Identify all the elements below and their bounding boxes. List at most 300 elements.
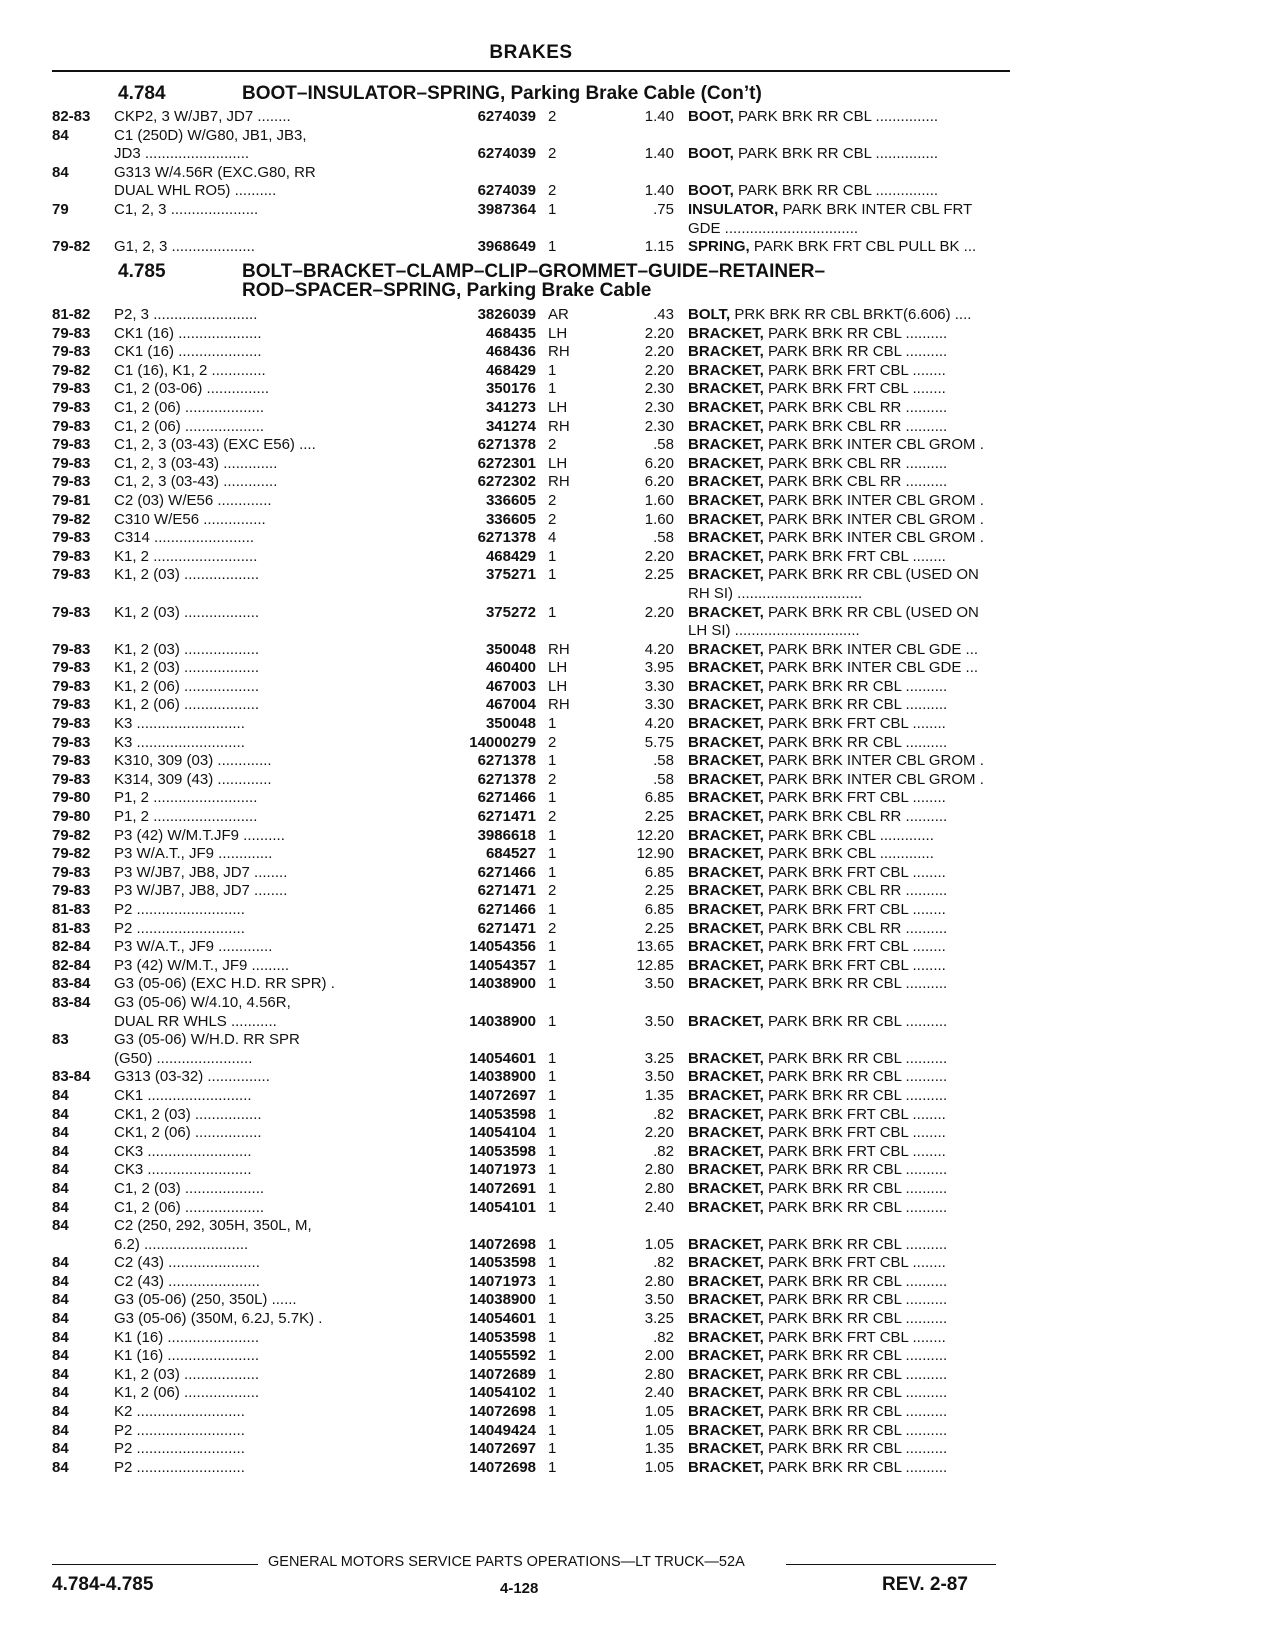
application: K1 (16) ...................... xyxy=(114,1347,260,1365)
year-range: 84 xyxy=(52,1254,69,1272)
table-row xyxy=(52,566,1010,585)
part-number: 14053598 xyxy=(469,1328,536,1346)
description xyxy=(688,920,1010,939)
price: 2.25 xyxy=(644,808,674,826)
part-name: BRACKET, xyxy=(688,1105,764,1123)
price: 2.25 xyxy=(644,882,674,900)
part-detail: PARK BRK RR CBL .......... xyxy=(763,1384,948,1402)
part-number: 350048 xyxy=(485,715,536,733)
part-detail: PARK BRK INTER CBL GROM . xyxy=(763,491,984,509)
year-range: 84 xyxy=(52,126,69,144)
part-detail: PARK BRK RR CBL .......... xyxy=(763,1198,948,1216)
application: P2 .......................... xyxy=(114,901,245,918)
application: G313 (03-32) ............... xyxy=(114,1068,270,1086)
part-name: BRACKET, xyxy=(688,343,764,361)
part-detail: PARK BRK RR CBL .......... xyxy=(763,1310,948,1328)
part-detail: PARK BRK RR CBL .......... xyxy=(763,1440,948,1458)
table-row xyxy=(52,734,1010,753)
part-name: BRACKET, xyxy=(688,659,764,677)
part-number: 14049424 xyxy=(469,1421,536,1439)
part-number: 3986618 xyxy=(477,826,536,844)
part-number: 14072698 xyxy=(469,1403,536,1421)
year-range: 83 xyxy=(52,1031,69,1049)
table-row xyxy=(52,1068,1010,1087)
part-number: 6271378 xyxy=(477,770,536,788)
part-number: 14053598 xyxy=(469,1254,536,1272)
description xyxy=(688,436,1010,455)
application: JD3 ......................... xyxy=(114,145,250,163)
part-number: 468435 xyxy=(485,324,536,342)
description xyxy=(688,418,1010,437)
description xyxy=(688,1180,1010,1199)
part-number: 14071973 xyxy=(469,1272,536,1290)
part-detail: PARK BRK FRT CBL ........ xyxy=(763,863,946,881)
part-name: BRACKET, xyxy=(688,863,764,881)
price: 2.20 xyxy=(644,547,674,565)
description xyxy=(688,1329,1010,1348)
part-name: BRACKET, xyxy=(688,938,764,956)
quantity: 1 xyxy=(548,200,557,218)
part-detail: PARK BRK RR CBL .......... xyxy=(763,1347,948,1365)
price: 2.80 xyxy=(644,1161,674,1179)
header-rule xyxy=(52,70,1010,72)
year-range: 79-83 xyxy=(52,380,91,398)
description xyxy=(688,1291,1010,1310)
quantity: 1 xyxy=(548,1347,557,1365)
section-name: ROD–SPACER–SPRING, Parking Brake Cable xyxy=(242,280,652,301)
part-detail: PARK BRK FRT CBL ........ xyxy=(763,1142,946,1160)
part-name: BRACKET, xyxy=(688,566,764,584)
table-row xyxy=(52,752,1010,771)
quantity: 1 xyxy=(548,1403,557,1421)
table-row xyxy=(52,511,1010,530)
part-name: BRACKET, xyxy=(688,1440,764,1458)
year-range: 83-84 xyxy=(52,975,91,993)
application: K3 .......................... xyxy=(114,733,245,751)
part-name: BRACKET, xyxy=(688,1068,764,1086)
part-detail: PARK BRK RR CBL .......... xyxy=(763,343,948,361)
description xyxy=(688,145,1010,164)
part-number: 14053598 xyxy=(469,1142,536,1160)
part-number: 6271471 xyxy=(477,882,536,900)
quantity: 1 xyxy=(548,1086,557,1104)
part-number: 6271378 xyxy=(477,436,536,454)
application: P2, 3 ......................... xyxy=(114,306,258,323)
application: C1 (16), K1, 2 ............. xyxy=(114,361,266,379)
quantity: 1 xyxy=(548,1161,557,1179)
price: 1.60 xyxy=(644,491,674,509)
part-name: BRACKET, xyxy=(688,1384,764,1402)
quantity: 2 xyxy=(548,491,557,509)
table-row xyxy=(52,1217,1010,1236)
part-name: BRACKET, xyxy=(688,1421,764,1439)
description xyxy=(688,1310,1010,1329)
part-detail: PARK BRK RR CBL .......... xyxy=(763,677,948,695)
quantity: 1 xyxy=(548,1142,557,1160)
part-detail: PARK BRK FRT CBL ........ xyxy=(763,380,946,398)
part-detail: PARK BRK FRT CBL ........ xyxy=(763,938,946,956)
description xyxy=(688,108,1010,127)
table-row xyxy=(52,238,1010,257)
quantity: 1 xyxy=(548,1012,557,1030)
part-number: 6271466 xyxy=(477,863,536,881)
description xyxy=(688,641,1010,660)
application: CK1, 2 (06) ................ xyxy=(114,1124,262,1142)
price: 12.85 xyxy=(636,956,674,974)
description xyxy=(688,455,1010,474)
quantity: RH xyxy=(548,473,570,491)
price: 1.05 xyxy=(644,1421,674,1439)
year-range: 84 xyxy=(52,1291,69,1309)
part-name: BRACKET, xyxy=(688,547,764,565)
part-detail: PARK BRK CBL RR .......... xyxy=(763,808,948,826)
price: 1.05 xyxy=(644,1235,674,1253)
price: .82 xyxy=(653,1105,674,1123)
description xyxy=(688,1161,1010,1180)
part-number: 341274 xyxy=(485,417,536,435)
table-row xyxy=(52,994,1010,1013)
part-number: 14072689 xyxy=(469,1365,536,1383)
price: 2.25 xyxy=(644,566,674,584)
application: 6.2) ......................... xyxy=(114,1235,249,1253)
part-name: BRACKET, xyxy=(688,733,764,751)
year-range: 84 xyxy=(52,1272,69,1290)
quantity: 1 xyxy=(548,863,557,881)
year-range: 79-83 xyxy=(52,696,91,714)
part-detail: PARK BRK INTER CBL GROM . xyxy=(763,770,984,788)
description xyxy=(688,1143,1010,1162)
application: C1, 2 (06) ................... xyxy=(114,1198,265,1216)
part-name: BRACKET, xyxy=(688,510,764,528)
quantity: 1 xyxy=(548,547,557,565)
part-number: 14072698 xyxy=(469,1235,536,1253)
part-number: 350048 xyxy=(485,640,536,658)
table-row xyxy=(52,920,1010,939)
part-number: 14072691 xyxy=(469,1179,536,1197)
part-name: BRACKET, xyxy=(688,808,764,826)
part-name: BRACKET, xyxy=(688,491,764,509)
part-detail: PARK BRK CBL RR .......... xyxy=(763,417,948,435)
table-row xyxy=(52,1161,1010,1180)
part-name: BRACKET, xyxy=(688,1291,764,1309)
table-row xyxy=(52,1273,1010,1292)
table-row xyxy=(52,436,1010,455)
application: CKP2, 3 W/JB7, JD7 ........ xyxy=(114,108,291,125)
description xyxy=(688,975,1010,994)
table-row xyxy=(52,1403,1010,1422)
part-number: 468429 xyxy=(485,547,536,565)
quantity: 1 xyxy=(548,566,557,584)
part-name: BRACKET, xyxy=(688,640,764,658)
application: K1, 2 (03) .................. xyxy=(114,659,260,677)
footer-rule xyxy=(52,1564,258,1565)
part-name: BRACKET, xyxy=(688,1272,764,1290)
page-number: 4-128 xyxy=(500,1580,539,1597)
price: 1.60 xyxy=(644,510,674,528)
table-row xyxy=(52,641,1010,660)
part-detail: RH SI) .............................. xyxy=(688,584,863,602)
part-name: BRACKET, xyxy=(688,1347,764,1365)
year-range: 79-83 xyxy=(52,473,91,491)
part-number: 460400 xyxy=(485,659,536,677)
year-range: 79-83 xyxy=(52,417,91,435)
application: CK3 ......................... xyxy=(114,1161,252,1179)
part-name: BRACKET, xyxy=(688,919,764,937)
quantity: 2 xyxy=(548,808,557,826)
part-detail: PARK BRK RR CBL .......... xyxy=(763,1272,948,1290)
price: .82 xyxy=(653,1254,674,1272)
part-number: 468436 xyxy=(485,343,536,361)
quantity: 1 xyxy=(548,1254,557,1272)
application: G3 (05-06) W/4.10, 4.56R, xyxy=(114,993,291,1011)
year-range: 84 xyxy=(52,1142,69,1160)
price: 6.20 xyxy=(644,454,674,472)
price: .82 xyxy=(653,1328,674,1346)
quantity: 1 xyxy=(548,1458,557,1476)
description xyxy=(688,1236,1010,1255)
quantity: 1 xyxy=(548,361,557,379)
application: C1, 2, 3 (03-43) ............. xyxy=(114,473,278,491)
description xyxy=(688,659,1010,678)
part-number: 350176 xyxy=(485,380,536,398)
table-row xyxy=(52,1291,1010,1310)
price: 1.35 xyxy=(644,1440,674,1458)
section-number: 4.784 xyxy=(118,83,166,104)
part-detail: PARK BRK FRT CBL ........ xyxy=(763,956,946,974)
description xyxy=(688,882,1010,901)
part-detail: PARK BRK RR CBL .......... xyxy=(763,696,948,714)
table-row xyxy=(52,1180,1010,1199)
table-row-continuation xyxy=(52,622,1010,641)
table-row xyxy=(52,975,1010,994)
quantity: LH xyxy=(548,324,568,342)
quantity: RH xyxy=(548,696,570,714)
part-number: 14054601 xyxy=(469,1310,536,1328)
part-number: 375272 xyxy=(485,603,536,621)
table-row xyxy=(52,362,1010,381)
part-name: BRACKET, xyxy=(688,882,764,900)
part-detail: PARK BRK RR CBL .......... xyxy=(763,1365,948,1383)
price: 2.40 xyxy=(644,1384,674,1402)
year-range: 84 xyxy=(52,1440,69,1458)
part-number: 14054601 xyxy=(469,1049,536,1067)
quantity: LH xyxy=(548,398,568,416)
price: .58 xyxy=(653,752,674,770)
price: 1.40 xyxy=(644,108,674,125)
part-number: 6274039 xyxy=(477,145,536,163)
price: 1.35 xyxy=(644,1086,674,1104)
application: G3 (05-06) W/H.D. RR SPR xyxy=(114,1031,300,1049)
part-number: 3987364 xyxy=(477,200,536,218)
table-row xyxy=(52,789,1010,808)
part-name: BOOT, xyxy=(688,145,734,163)
part-name: BRACKET, xyxy=(688,398,764,416)
part-name: BRACKET, xyxy=(688,1161,764,1179)
part-name: BRACKET, xyxy=(688,361,764,379)
description xyxy=(688,399,1010,418)
part-name: BRACKET, xyxy=(688,1365,764,1383)
quantity: 1 xyxy=(548,1272,557,1290)
quantity: 1 xyxy=(548,845,557,863)
price: .82 xyxy=(653,1142,674,1160)
price: 3.95 xyxy=(644,659,674,677)
footer-section-range: 4.784-4.785 xyxy=(52,1574,154,1595)
price: 13.65 xyxy=(636,938,674,956)
part-detail: PARK BRK CBL RR .......... xyxy=(763,882,948,900)
part-detail: PARK BRK RR CBL .......... xyxy=(763,1049,948,1067)
description xyxy=(688,1050,1010,1069)
part-name: BRACKET, xyxy=(688,1049,764,1067)
application: K3 .......................... xyxy=(114,715,245,733)
table-row xyxy=(52,399,1010,418)
part-number: 6271471 xyxy=(477,919,536,937)
part-detail: PARK BRK RR CBL .......... xyxy=(763,1068,948,1086)
table-row xyxy=(52,164,1010,183)
description xyxy=(688,1087,1010,1106)
part-detail: PARK BRK RR CBL .......... xyxy=(763,1403,948,1421)
description xyxy=(688,1124,1010,1143)
year-range: 79-83 xyxy=(52,324,91,342)
part-number: 3826039 xyxy=(477,306,536,323)
part-name: SPRING, xyxy=(688,238,750,256)
quantity: 1 xyxy=(548,1049,557,1067)
description xyxy=(688,715,1010,734)
table-row xyxy=(52,529,1010,548)
part-name: BRACKET, xyxy=(688,826,764,844)
part-detail: PARK BRK CBL ............. xyxy=(763,845,934,863)
price: .58 xyxy=(653,436,674,454)
description xyxy=(688,1106,1010,1125)
description xyxy=(688,511,1010,530)
year-range: 81-83 xyxy=(52,901,91,918)
quantity: 4 xyxy=(548,529,557,547)
part-number: 6274039 xyxy=(477,182,536,200)
part-number: 6271378 xyxy=(477,529,536,547)
year-range: 79-83 xyxy=(52,529,91,547)
application: CK1, 2 (03) ................ xyxy=(114,1105,262,1123)
quantity: 2 xyxy=(548,182,557,200)
price: 3.50 xyxy=(644,1291,674,1309)
description xyxy=(688,771,1010,790)
year-range: 79-83 xyxy=(52,640,91,658)
application: C1 (250D) W/G80, JB1, JB3, xyxy=(114,126,307,144)
part-detail: PARK BRK FRT CBL ........ xyxy=(763,361,946,379)
quantity: AR xyxy=(548,306,569,323)
price: 12.90 xyxy=(636,845,674,863)
year-range: 84 xyxy=(52,1124,69,1142)
quantity: 1 xyxy=(548,826,557,844)
quantity: LH xyxy=(548,454,568,472)
price: 2.20 xyxy=(644,361,674,379)
description xyxy=(688,529,1010,548)
part-number: 14072697 xyxy=(469,1440,536,1458)
year-range: 84 xyxy=(52,1421,69,1439)
table-row xyxy=(52,127,1010,146)
table-row xyxy=(52,548,1010,567)
quantity: 1 xyxy=(548,1235,557,1253)
part-name: BRACKET, xyxy=(688,1403,764,1421)
part-detail: PRK BRK RR CBL BRKT(6.606) .... xyxy=(730,306,972,323)
description xyxy=(688,1347,1010,1366)
description xyxy=(688,1254,1010,1273)
parts-list xyxy=(52,306,1010,1477)
part-name: BRACKET, xyxy=(688,1235,764,1253)
application: C2 (43) ...................... xyxy=(114,1254,260,1272)
price: 2.00 xyxy=(644,1347,674,1365)
part-number: 6271471 xyxy=(477,808,536,826)
quantity: RH xyxy=(548,343,570,361)
part-number: 14054104 xyxy=(469,1124,536,1142)
part-detail: PARK BRK RR CBL ............... xyxy=(733,182,939,200)
price: 1.05 xyxy=(644,1403,674,1421)
application: P3 (42) W/M.T.JF9 .......... xyxy=(114,826,285,844)
application: K1, 2 (03) .................. xyxy=(114,603,260,621)
year-range: 84 xyxy=(52,1161,69,1179)
year-range: 79-83 xyxy=(52,715,91,733)
description xyxy=(688,1459,1010,1478)
price: 2.80 xyxy=(644,1272,674,1290)
table-row-continuation xyxy=(52,220,1010,239)
part-detail: PARK BRK FRT CBL ........ xyxy=(763,789,946,807)
description xyxy=(688,1199,1010,1218)
part-detail: PARK BRK RR CBL .......... xyxy=(763,1161,948,1179)
quantity: 1 xyxy=(548,238,557,256)
part-name: BRACKET, xyxy=(688,473,764,491)
description xyxy=(688,1422,1010,1441)
part-detail: PARK BRK FRT CBL ........ xyxy=(763,547,946,565)
quantity: RH xyxy=(548,417,570,435)
part-number: 14055592 xyxy=(469,1347,536,1365)
part-detail: PARK BRK FRT CBL ........ xyxy=(763,1328,946,1346)
part-name: BRACKET, xyxy=(688,436,764,454)
table-row-continuation xyxy=(52,585,1010,604)
part-name: BRACKET, xyxy=(688,677,764,695)
year-range: 79-83 xyxy=(52,882,91,900)
table-row-continuation xyxy=(52,1013,1010,1032)
table-row xyxy=(52,659,1010,678)
part-detail: PARK BRK CBL RR .......... xyxy=(763,473,948,491)
year-range: 84 xyxy=(52,1347,69,1365)
part-name: BOOT, xyxy=(688,108,734,125)
part-detail: PARK BRK FRT CBL ........ xyxy=(763,901,946,918)
table-row xyxy=(52,715,1010,734)
part-name: BRACKET, xyxy=(688,696,764,714)
application: C1, 2, 3 (03-43) (EXC E56) .... xyxy=(114,436,316,454)
part-number: 3968649 xyxy=(477,238,536,256)
part-number: 6272302 xyxy=(477,473,536,491)
quantity: 1 xyxy=(548,603,557,621)
application: P3 W/JB7, JB8, JD7 ........ xyxy=(114,882,288,900)
part-detail: PARK BRK RR CBL .......... xyxy=(763,1012,948,1030)
price: .75 xyxy=(653,200,674,218)
quantity: 1 xyxy=(548,956,557,974)
part-name: BRACKET, xyxy=(688,901,764,918)
quantity: LH xyxy=(548,677,568,695)
part-number: 6271466 xyxy=(477,789,536,807)
description xyxy=(688,1273,1010,1292)
application: G1, 2, 3 .................... xyxy=(114,238,255,256)
price: 2.20 xyxy=(644,324,674,342)
part-name: BOLT, xyxy=(688,306,731,323)
application: K1, 2 ......................... xyxy=(114,547,258,565)
part-detail: PARK BRK RR CBL .......... xyxy=(763,1421,948,1439)
part-name: BRACKET, xyxy=(688,1328,764,1346)
description xyxy=(688,622,1010,641)
quantity: 1 xyxy=(548,1124,557,1142)
description xyxy=(688,1068,1010,1087)
price: 12.20 xyxy=(636,826,674,844)
price: 2.40 xyxy=(644,1198,674,1216)
